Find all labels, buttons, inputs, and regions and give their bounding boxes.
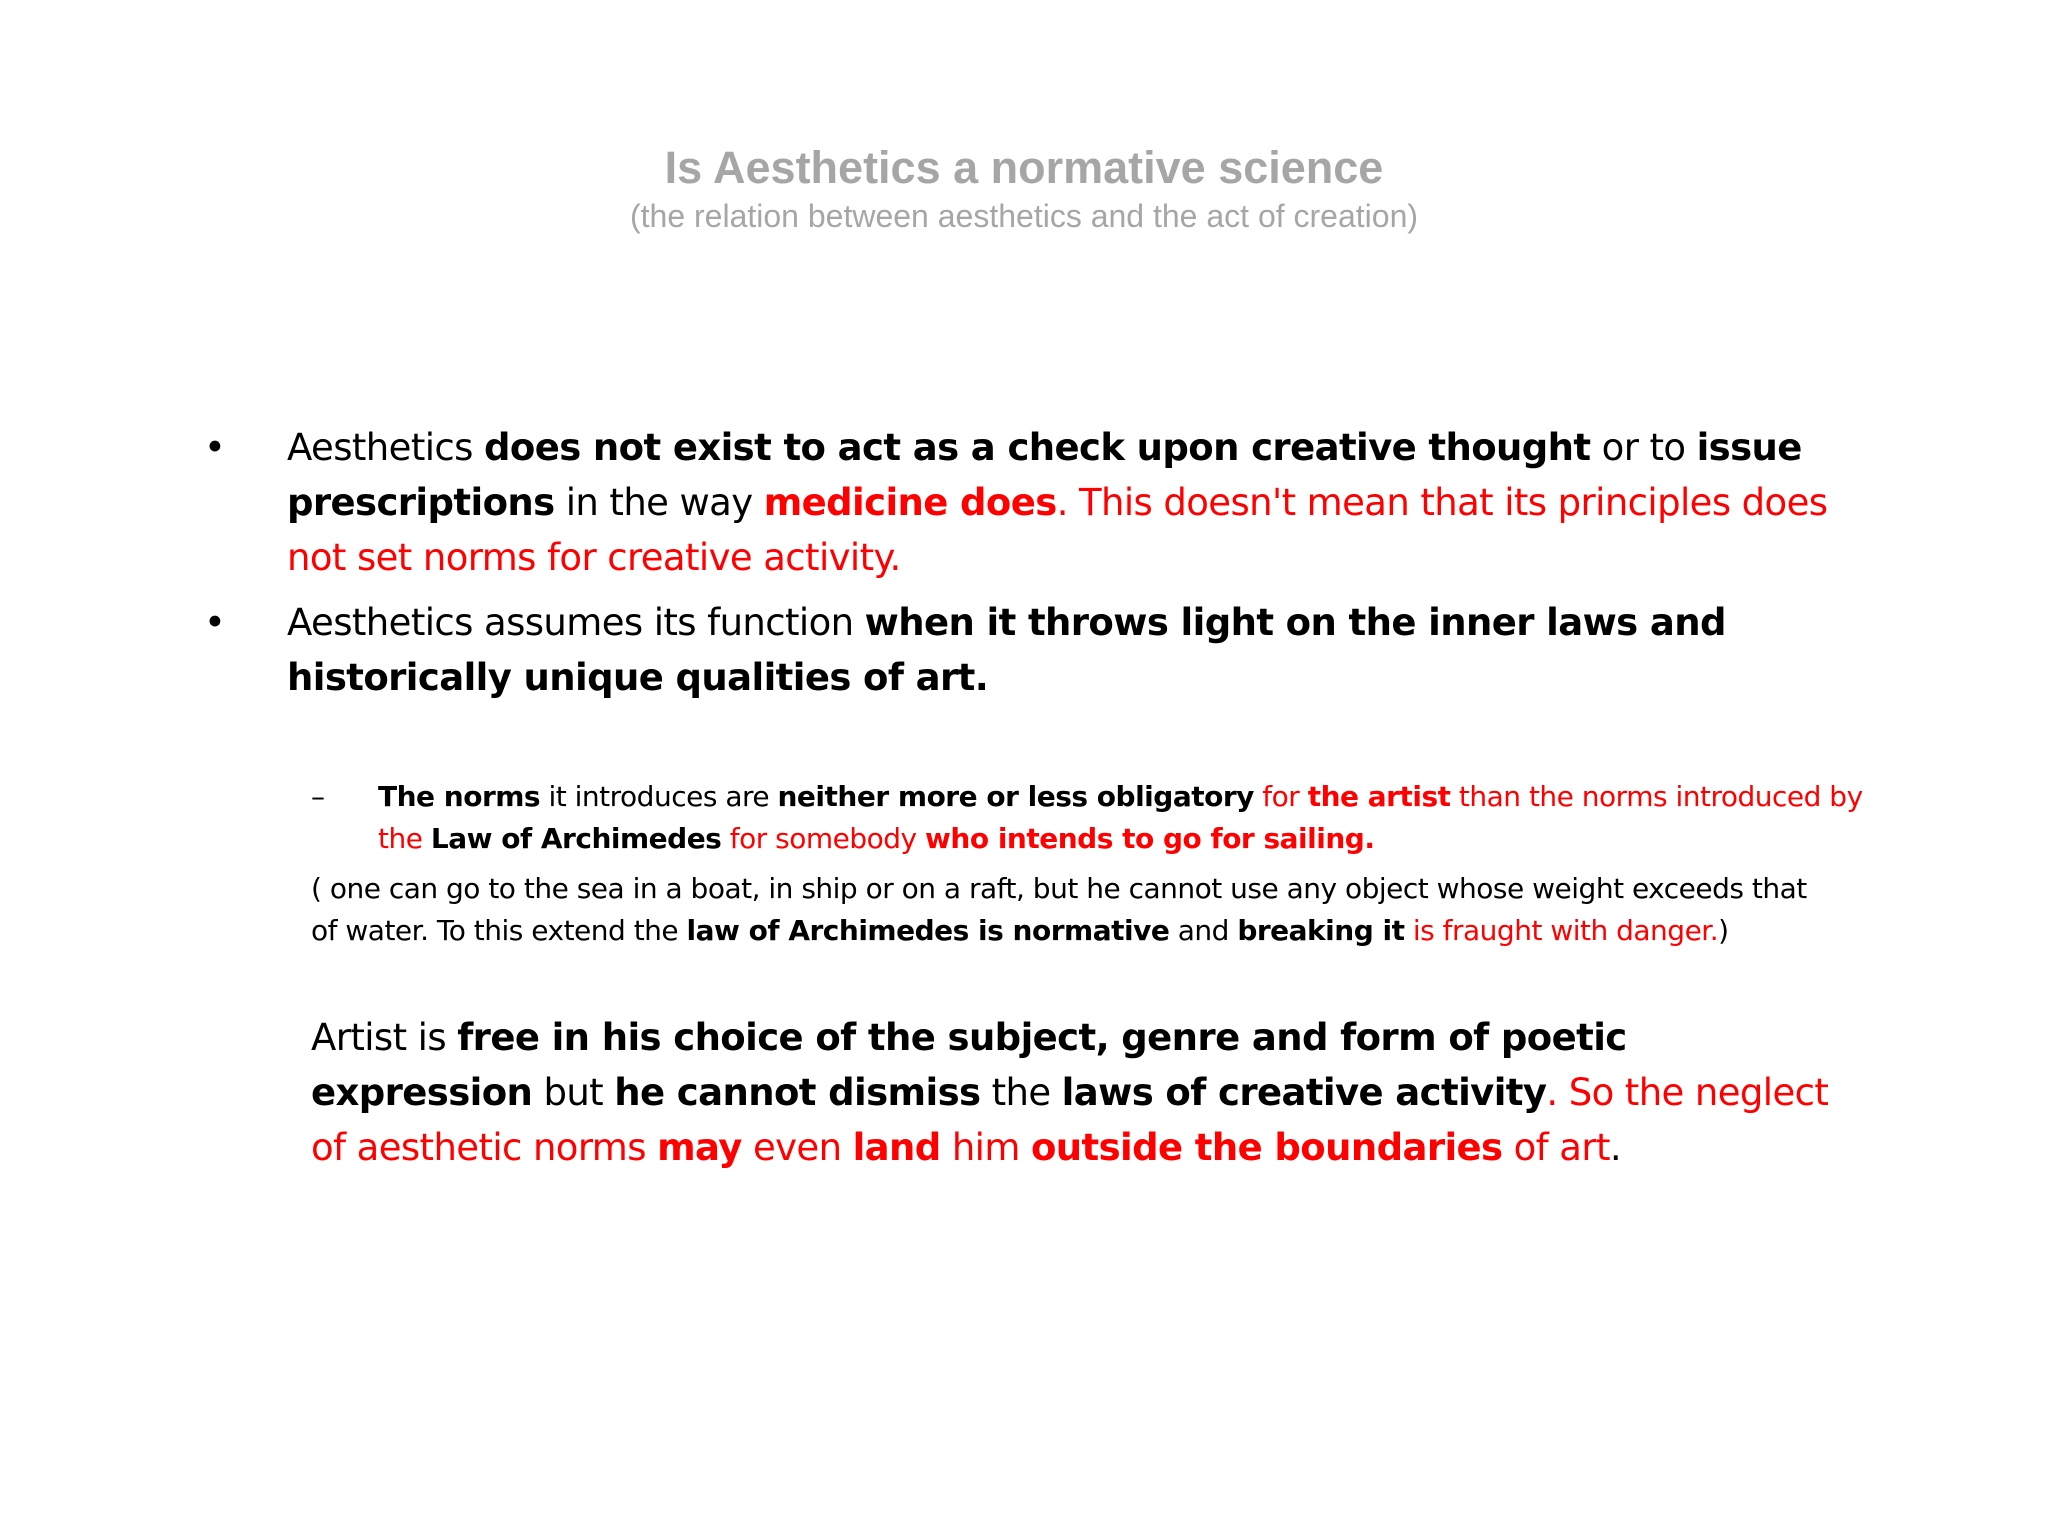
sub-bullet-text (378, 780, 1863, 855)
slide-subtitle: (the relation between aesthetics and the act of creation) (629, 198, 1419, 234)
text-run-red: for (1253, 780, 1308, 813)
text-run-bold: laws of creative activity (1061, 1071, 1547, 1114)
text-run: Aesthetics (287, 426, 484, 469)
text-run-bold-red: who intends to go for sailing. (925, 822, 1375, 855)
text-run: Aesthetics assumes its function (287, 601, 865, 644)
text-run-bold: free in his choice of the subject, genre and form of poetic expression (311, 1016, 1627, 1114)
text-run-red: than the norms introduced by the (378, 780, 1863, 855)
text-run-bold: neither more or less obligatory (777, 780, 1254, 813)
text-run-bold-red: outside the boundaries (1030, 1126, 1503, 1169)
text-run-bold: issue prescriptions (287, 426, 1802, 524)
text-run-bold: when it throws light on the inner laws and historically unique qualities of art. (287, 601, 1726, 699)
archimedes-note (311, 868, 1831, 952)
text-run: the (980, 1071, 1062, 1114)
text-run-bold-red: land (852, 1126, 941, 1169)
text-run: ( one can go to the sea in a boat, in ship or on a raft, but he cannot use any object whose weight exceeds that of water. To this extend the (311, 872, 1807, 947)
text-run-bold-red: medicine does (763, 481, 1057, 524)
text-run-bold: he cannot dismiss (614, 1071, 981, 1114)
text-run-bold: does not exist to act as a check upon creative thought (484, 426, 1591, 469)
bullet-item-1 (204, 420, 1854, 585)
text-run-red: is fraught with danger. (1404, 914, 1719, 947)
text-run: and (1169, 914, 1238, 947)
text-run: Artist is (311, 1016, 458, 1059)
text-run-red: him (940, 1126, 1031, 1169)
bullet-icon: • (204, 601, 226, 644)
text-run-red: even (741, 1126, 853, 1169)
text-run-bold: Law of Archimedes (430, 822, 722, 855)
slide-title: Is Aesthetics a normative science (664, 142, 1384, 193)
text-run-red: of art (1502, 1126, 1610, 1169)
bullet-2-text (287, 601, 1726, 699)
text-run-red: . This doesn't mean that its principles does not set norms for creative activity. (287, 481, 1828, 579)
text-run-red: . So the neglect of aesthetic norms (311, 1071, 1829, 1169)
text-run: but (532, 1071, 615, 1114)
text-run-bold-red: may (657, 1126, 742, 1169)
bullet-list (204, 420, 1854, 715)
text-run-red: for somebody (721, 822, 926, 855)
text-run: it introduces are (540, 780, 778, 813)
bullet-1-text (287, 426, 1827, 579)
bullet-item-2 (204, 595, 1854, 705)
text-run-bold: law of Archimedes is normative (686, 914, 1170, 947)
text-run-bold: The norms (378, 780, 541, 813)
text-run: . (1609, 1126, 1622, 1169)
bullet-icon: • (204, 426, 226, 469)
text-run: in the way (554, 481, 764, 524)
title-block (0, 140, 2048, 236)
text-run: ) (1718, 914, 1729, 947)
text-run-bold-red: the artist (1307, 780, 1451, 813)
text-run-bold: breaking it (1237, 914, 1405, 947)
conclusion-paragraph (311, 1010, 1831, 1175)
text-run: or to (1590, 426, 1697, 469)
sub-bullet-item (311, 776, 1878, 860)
dash-icon: – (311, 780, 325, 813)
